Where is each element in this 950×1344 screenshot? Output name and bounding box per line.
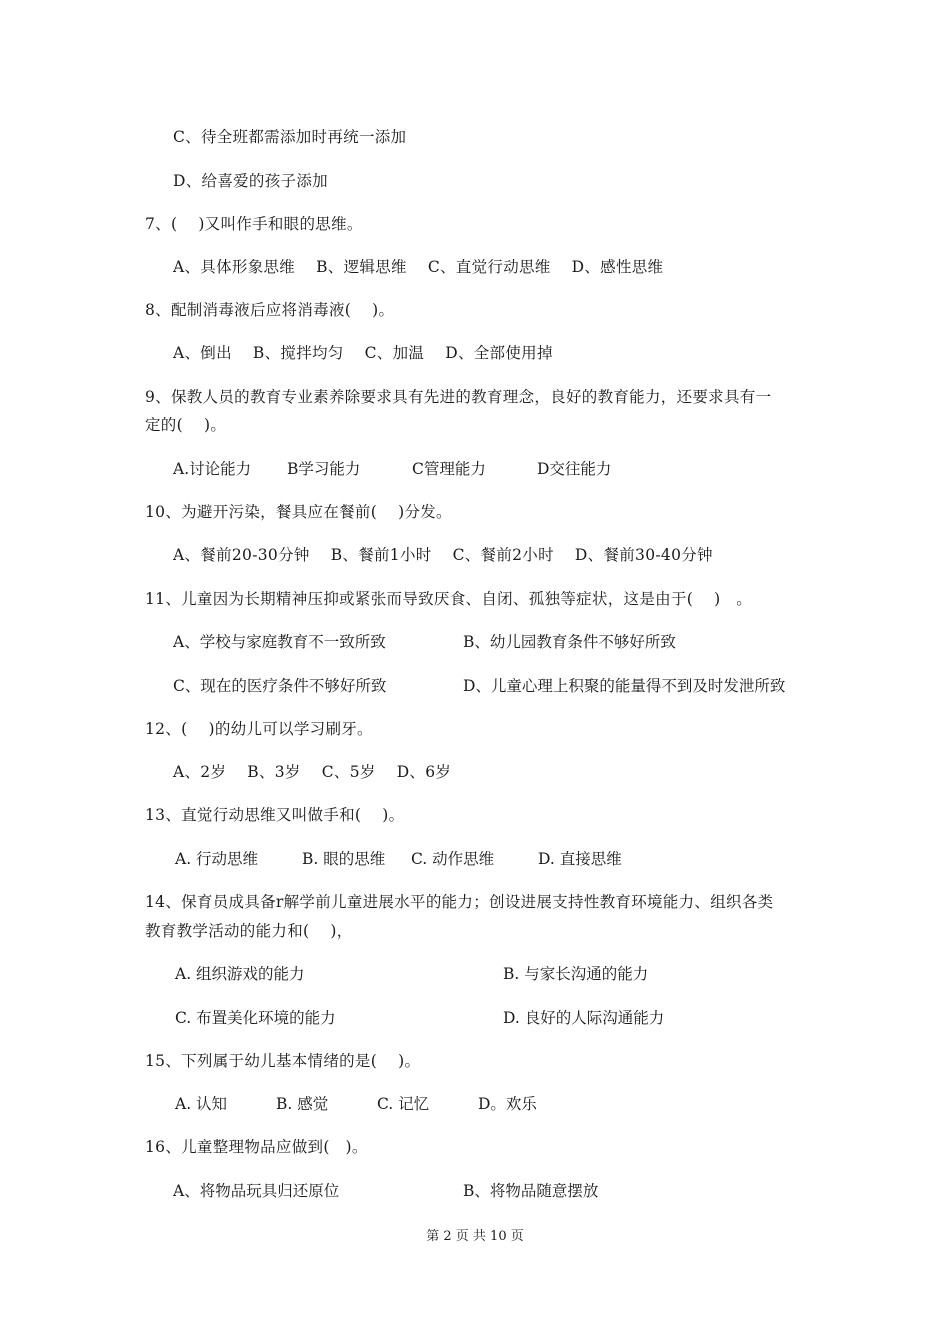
question-9-option-c: C管理能力 (412, 460, 486, 478)
question-9-line-2: 定的( )。 (145, 416, 227, 434)
question-14-line-2: 教育教学活动的能力和( )， (145, 922, 353, 940)
question-12-options: A、2岁 B、3岁 C、5岁 D、6岁 (173, 763, 452, 781)
page-footer: 第 2 页 共 10 页 (426, 1229, 524, 1244)
question-14-option-b: B. 与家长沟通的能力 (503, 965, 649, 983)
question-11-option-d: D、儿童心理上积聚的能量得不到及时发泄所致 (463, 677, 786, 695)
question-13-option-c: C. 动作思维 (411, 850, 495, 868)
question-15-option-a: A. 认知 (175, 1095, 228, 1113)
question-16: 16、儿童整理物品应做到( )。 (145, 1138, 368, 1156)
question-10: 10、为避开污染，餐具应在餐前( )分发。 (145, 503, 452, 521)
question-16-option-b: B、将物品随意摆放 (463, 1182, 599, 1200)
question-8: 8、配制消毒液后应将消毒液( )。 (145, 301, 395, 319)
q6-option-d: D、给喜爱的孩子添加 (173, 172, 328, 190)
question-15: 15、下列属于幼儿基本情绪的是( )。 (145, 1052, 421, 1070)
question-14-option-c: C. 布置美化环境的能力 (175, 1009, 336, 1027)
question-9-line-1: 9、保教人员的教育专业素养除要求具有先进的教育理念，良好的教育能力，还要求具有一 (145, 388, 772, 406)
question-7-options: A、具体形象思维 B、逻辑思维 C、直觉行动思维 D、感性思维 (173, 258, 664, 276)
question-15-option-c: C. 记忆 (377, 1095, 430, 1113)
question-9-option-d: D交往能力 (537, 460, 612, 478)
question-8-options: A、倒出 B、搅拌均匀 C、加温 D、全部使用掉 (173, 344, 553, 362)
question-13: 13、直觉行动思维又叫做手和( )。 (145, 806, 405, 824)
q6-option-c: C、待全班都需添加时再统一添加 (173, 128, 407, 146)
question-12: 12、( )的幼儿可以学习刷牙。 (145, 720, 373, 738)
question-9-option-b: B学习能力 (287, 460, 361, 478)
question-15-option-b: B. 感觉 (276, 1095, 329, 1113)
question-14-option-a: A. 组织游戏的能力 (175, 965, 305, 983)
question-13-option-a: A. 行动思维 (175, 850, 259, 868)
question-11-option-b: B、幼儿园教育条件不够好所致 (463, 633, 676, 651)
question-9-option-a: A.讨论能力 (173, 460, 252, 478)
question-11: 11、儿童因为长期精神压抑或紧张而导致厌食、自闭、孤独等症状，这是由于( ) 。 (145, 590, 753, 608)
question-13-option-b: B. 眼的思维 (302, 850, 386, 868)
question-15-option-d: D。欢乐 (478, 1095, 537, 1113)
question-10-options: A、餐前20-30分钟 B、餐前1小时 C、餐前2小时 D、餐前30-40分钟 (173, 546, 713, 564)
question-7: 7、( )又叫作手和眼的思维。 (145, 215, 363, 233)
question-11-option-c: C、现在的医疗条件不够好所致 (173, 677, 387, 695)
question-13-option-d: D. 直接思维 (538, 850, 622, 868)
question-14-line-1: 14、保育员成具备r解学前儿童进展水平的能力；创设进展支持性教育环境能力、组织各类 (145, 893, 774, 911)
question-14-option-d: D. 良好的人际沟通能力 (503, 1009, 665, 1027)
question-11-option-a: A、学校与家庭教育不一致所致 (173, 633, 386, 651)
question-16-option-a: A、将物品玩具归还原位 (173, 1182, 340, 1200)
